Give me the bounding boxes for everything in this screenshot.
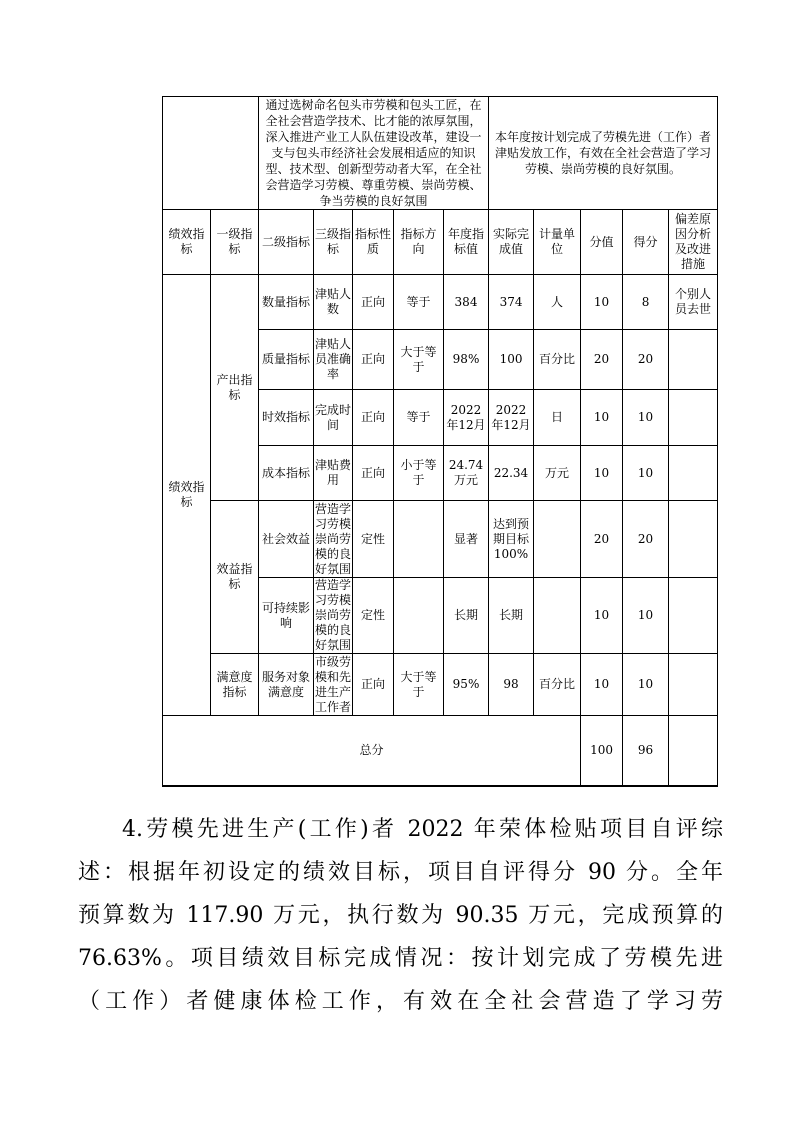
cell-unit: 百分比 [534, 654, 581, 716]
cell-actual: 2022年12月 [489, 390, 534, 446]
cell-target: 24.74万元 [444, 446, 489, 501]
cell-nature: 正向 [353, 275, 394, 330]
total-score-cell: 96 [623, 716, 669, 786]
cell-unit [534, 578, 581, 654]
cell-level3: 市级劳模和先进生产工作者 [315, 654, 352, 714]
cell-deviation [669, 654, 718, 716]
cell-nature: 正向 [353, 390, 394, 446]
cell-target: 2022年12月 [444, 390, 489, 446]
cell-deviation [669, 330, 718, 390]
cell-max-score: 20 [581, 501, 623, 578]
cell-score: 10 [623, 654, 669, 716]
header-indicator-direction: 指标方向 [394, 210, 444, 275]
cell-level2: 成本指标 [259, 446, 314, 501]
cell-performance-indicator-group: 绩效指标 [163, 275, 211, 716]
cell-max-score: 10 [581, 446, 623, 501]
cell-level3: 营造学习劳模崇尚劳模的良好氛围 [315, 501, 352, 576]
header-score: 得分 [623, 210, 669, 275]
cell-level2: 数量指标 [259, 275, 314, 330]
total-max-score-cell: 100 [581, 716, 623, 786]
cell-direction: 大于等于 [394, 654, 444, 716]
cell-direction: 等于 [394, 390, 444, 446]
header-indicator-nature: 指标性质 [353, 210, 394, 275]
table-header-row [163, 210, 718, 275]
cell-unit: 日 [534, 390, 581, 446]
cell-nature: 定性 [353, 501, 394, 578]
cell-deviation [669, 578, 718, 654]
cell-level2: 质量指标 [259, 330, 314, 390]
cell-unit: 万元 [534, 446, 581, 501]
table-row [163, 501, 718, 578]
annual-completion-cell: 本年度按计划完成了劳模先进（工作）者津贴发放工作，有效在全社会营造了学习劳模、崇尚劳模的良好氛围。 [489, 97, 718, 210]
cell-score: 10 [623, 578, 669, 654]
header-deviation-analysis: 偏差原因分析及改进措施 [669, 210, 718, 275]
paragraph-line: 76.63%。项目绩效目标完成情况：按计划完成了劳模先进 [78, 946, 723, 971]
cell-max-score: 10 [581, 654, 623, 716]
cell-actual: 22.34 [489, 446, 534, 501]
cell-target: 显著 [444, 501, 489, 578]
cell-actual: 374 [489, 275, 534, 330]
cell-nature: 正向 [353, 446, 394, 501]
cell-unit: 人 [534, 275, 581, 330]
cell-level2: 可持续影响 [259, 578, 314, 654]
cell-score: 10 [623, 390, 669, 446]
cell-level3: 营造学习劳模崇尚劳模的良好氛围 [315, 578, 352, 652]
cell-deviation [669, 390, 718, 446]
paragraph-line: （工作）者健康体检工作，有效在全社会营造了学习劳 [78, 989, 723, 1014]
cell-direction [394, 501, 444, 578]
cell-level3: 津贴人员准确率 [314, 330, 353, 390]
cell-level1-benefit: 效益指标 [211, 501, 259, 654]
cell-deviation: 个别人员去世 [669, 275, 718, 330]
table-row [163, 97, 718, 210]
cell-score: 20 [623, 330, 669, 390]
cell-score: 8 [623, 275, 669, 330]
cell-unit: 百分比 [534, 330, 581, 390]
cell-max-score: 10 [581, 275, 623, 330]
paragraph-line: 4.劳模先进生产(工作)者 2022 年荣体检贴项目自评综 [122, 817, 723, 842]
cell-level2: 社会效益 [259, 501, 314, 578]
cell-level3: 完成时间 [314, 390, 353, 446]
cell-nature: 正向 [353, 654, 394, 716]
cell-level1-output: 产出指标 [211, 275, 259, 501]
cell-actual: 达到预期目标100% [489, 501, 534, 578]
header-performance-indicator: 绩效指标 [163, 210, 211, 275]
cell-actual: 98 [489, 654, 534, 716]
cell-direction [394, 578, 444, 654]
cell-actual: 长期 [489, 578, 534, 654]
cell-score: 10 [623, 446, 669, 501]
paragraph-line: 预算数为 117.90 万元，执行数为 90.35 万元，完成预算的 [78, 903, 723, 928]
cell-level3: 津贴人数 [314, 275, 353, 330]
cell-deviation [669, 446, 718, 501]
cell-level1-satisfaction: 满意度指标 [211, 654, 259, 716]
cell-target: 384 [444, 275, 489, 330]
cell-direction: 大于等于 [394, 330, 444, 390]
cell-target: 98% [444, 330, 489, 390]
header-measure-unit: 计量单位 [534, 210, 581, 275]
cell-actual: 100 [489, 330, 534, 390]
cell-max-score: 10 [581, 390, 623, 446]
continuation-empty-cell [163, 97, 259, 210]
header-level1-indicator: 一级指标 [211, 210, 259, 275]
cell-target: 95% [444, 654, 489, 716]
paragraph-line: 述：根据年初设定的绩效目标，项目自评得分 90 分。全年 [78, 860, 723, 885]
cell-max-score: 20 [581, 330, 623, 390]
cell-level3: 津贴费用 [314, 446, 353, 501]
table-total-row [163, 716, 718, 786]
project-goal-cell: 通过选树命名包头市劳模和包头工匠，在全社会营造学技术、比才能的浓厚氛围，深入推进产业工人队伍建设改革，建设一支与包头市经济社会发展相适应的知识型、技术型、创新型劳动者大军，在全社会营造学习劳模、尊重劳模、崇尚劳模、争当劳模的良好氛围 [259, 97, 489, 210]
self-evaluation-paragraph [78, 808, 723, 1023]
header-level2-indicator: 二级指标 [259, 210, 314, 275]
performance-indicator-table [162, 96, 718, 787]
header-level3-indicator: 三级指标 [314, 210, 353, 275]
header-actual-value: 实际完成值 [489, 210, 534, 275]
header-annual-target: 年度指标值 [444, 210, 489, 275]
cell-direction: 小于等于 [394, 446, 444, 501]
total-label-cell: 总分 [163, 716, 581, 786]
cell-direction: 等于 [394, 275, 444, 330]
cell-level2: 时效指标 [259, 390, 314, 446]
table-row [163, 275, 718, 330]
cell-max-score: 10 [581, 578, 623, 654]
cell-score: 20 [623, 501, 669, 578]
cell-level2: 服务对象满意度 [259, 654, 314, 716]
cell-nature: 正向 [353, 330, 394, 390]
total-deviation-cell [669, 716, 718, 786]
table-row [163, 654, 718, 716]
header-max-score: 分值 [581, 210, 623, 275]
cell-deviation [669, 501, 718, 578]
cell-unit [534, 501, 581, 578]
cell-nature: 定性 [353, 578, 394, 654]
cell-target: 长期 [444, 578, 489, 654]
